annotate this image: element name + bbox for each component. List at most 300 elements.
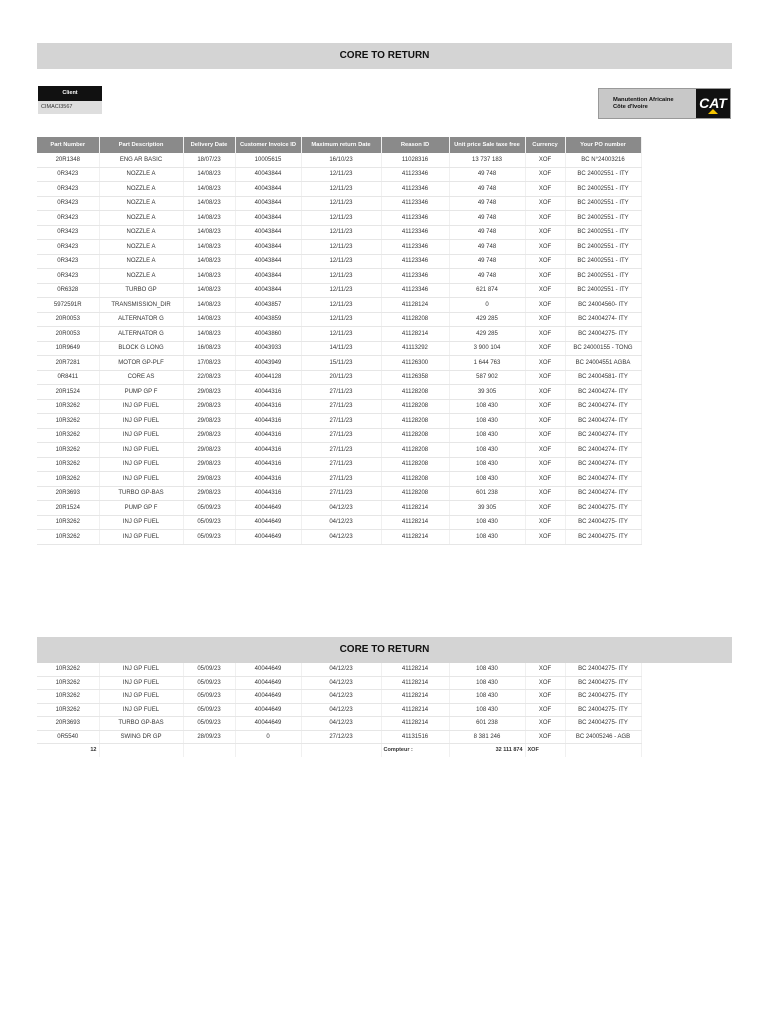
table-cell: 12/11/23 [301,327,381,342]
table-cell: 40044649 [235,501,301,516]
table-cell: 41126358 [381,370,449,385]
table-cell: INJ GP FUEL [99,663,183,676]
table-cell: 41128124 [381,298,449,313]
table-cell: BC 24004274- ITY [565,457,641,472]
table-cell: INJ GP FUEL [99,399,183,414]
table-cell: BC 24000155 - TONG [565,341,641,356]
table-cell: 0R3423 [37,225,99,240]
table-cell: 20R1524 [37,501,99,516]
table-cell: 41128214 [381,501,449,516]
table-cell: NOZZLE A [99,225,183,240]
table-cell: BC 24004275- ITY [565,676,641,690]
column-header: Customer Invoice ID [235,137,301,153]
table-cell: 04/12/23 [301,501,381,516]
table-cell: 40044316 [235,457,301,472]
table-cell: BC 24004275- ITY [565,530,641,545]
table-row [37,428,641,443]
table-row [37,703,641,717]
empty-cell [301,744,381,757]
table-cell: 04/12/23 [301,663,381,676]
table-cell: NOZZLE A [99,269,183,284]
table-cell: 49 748 [449,196,525,211]
table-row [37,690,641,704]
table-cell: 41128214 [381,703,449,717]
table-cell: INJ GP FUEL [99,515,183,530]
table-cell: 40043844 [235,254,301,269]
table-cell: 12/11/23 [301,240,381,255]
table-cell: XOF [525,530,565,545]
table-row [37,211,641,226]
table-row [37,370,641,385]
table-cell: BC 24002551 - ITY [565,283,641,298]
table-cell: 04/12/23 [301,530,381,545]
table-cell: BC 24004275- ITY [565,327,641,342]
table-cell: 39 305 [449,385,525,400]
table-row [37,240,641,255]
table-cell: 10R9649 [37,341,99,356]
table-cell: PUMP GP F [99,501,183,516]
table-cell: 14/08/23 [183,327,235,342]
table-cell: 14/08/23 [183,225,235,240]
table-cell: 04/12/23 [301,515,381,530]
table-cell: 10R3262 [37,428,99,443]
table-cell: 05/09/23 [183,530,235,545]
table-cell: 12/11/23 [301,211,381,226]
table-cell: 14/08/23 [183,240,235,255]
table-cell: XOF [525,472,565,487]
table-cell: 05/09/23 [183,663,235,676]
table-cell: 12/11/23 [301,182,381,197]
table-cell: 40044649 [235,717,301,731]
table-cell: 40043860 [235,327,301,342]
table-cell: 40044649 [235,515,301,530]
cat-triangle-icon [708,109,718,114]
table-cell: 27/12/23 [301,730,381,744]
table-cell: 40043844 [235,211,301,226]
table-cell: TURBO GP-BAS [99,486,183,501]
table-cell: XOF [525,730,565,744]
table-row [37,717,641,731]
table-cell: 14/08/23 [183,269,235,284]
logo-line-2: Côte d'Ivoire [613,104,648,110]
table-cell: XOF [525,663,565,676]
table-cell: XOF [525,399,565,414]
table-cell: BC 24004274- ITY [565,486,641,501]
table-cell: 40044316 [235,414,301,429]
table-cell: 41123346 [381,254,449,269]
table-cell: BC N°24003216 [565,153,641,167]
table-cell: 04/12/23 [301,717,381,731]
table-cell: INJ GP FUEL [99,676,183,690]
table-cell: 27/11/23 [301,457,381,472]
table-cell: 108 430 [449,428,525,443]
table-cell: 41128214 [381,690,449,704]
table-cell: 0R3423 [37,196,99,211]
table-cell: 27/11/23 [301,399,381,414]
table-cell: 41128208 [381,385,449,400]
table-row [37,341,641,356]
table-cell: 0R3423 [37,211,99,226]
table-cell: 27/11/23 [301,414,381,429]
table-cell: NOZZLE A [99,182,183,197]
table-cell: 40044316 [235,428,301,443]
table-row [37,298,641,313]
table-cell: 16/10/23 [301,153,381,167]
table-cell: 12/11/23 [301,167,381,182]
table-cell: XOF [525,298,565,313]
table-cell: 10R3262 [37,690,99,704]
table-row [37,663,641,676]
table-cell: 05/09/23 [183,676,235,690]
table-cell: 108 430 [449,457,525,472]
table-cell: BC 24002551 - ITY [565,182,641,197]
table-cell: PUMP GP F [99,385,183,400]
table-cell: 41123346 [381,196,449,211]
table-cell: 41128208 [381,414,449,429]
table-cell: 05/09/23 [183,717,235,731]
table-cell: 20R7281 [37,356,99,371]
client-value: CIMACI3567 [38,101,102,114]
table-cell: XOF [525,385,565,400]
column-header: Delivery Date [183,137,235,153]
table-cell: 28/09/23 [183,730,235,744]
table-cell: 40044649 [235,690,301,704]
table-cell: 5972591R [37,298,99,313]
table-cell: 40043844 [235,196,301,211]
table-cell: 27/11/23 [301,385,381,400]
table-cell: XOF [525,414,565,429]
table-cell: BC 24004274- ITY [565,385,641,400]
table-cell: 12/11/23 [301,225,381,240]
table-cell: 05/09/23 [183,501,235,516]
total-label: Compteur : [381,744,449,757]
table-cell: INJ GP FUEL [99,457,183,472]
table-cell: XOF [525,167,565,182]
table-cell: 49 748 [449,240,525,255]
table-cell: 04/12/23 [301,690,381,704]
table-cell: 29/08/23 [183,428,235,443]
table-cell: 601 238 [449,717,525,731]
table-cell: 29/08/23 [183,443,235,458]
table-cell: BC 24004274- ITY [565,472,641,487]
table-cell: XOF [525,457,565,472]
table-cell: INJ GP FUEL [99,443,183,458]
table-cell: 13 737 183 [449,153,525,167]
table-cell: 14/08/23 [183,196,235,211]
table-cell: 40044649 [235,530,301,545]
table-cell: 41126300 [381,356,449,371]
table-cell: 108 430 [449,399,525,414]
table-cell: 108 430 [449,472,525,487]
table-cell: BC 24004274- ITY [565,399,641,414]
table-cell: 41123346 [381,283,449,298]
logo-line-1: Manutention Africaine [613,97,674,103]
table-cell: 0 [449,298,525,313]
table-cell: XOF [525,486,565,501]
table-cell: XOF [525,703,565,717]
table-cell: 41128208 [381,486,449,501]
table-cell: 05/09/23 [183,703,235,717]
table-cell: ALTERNATOR G [99,327,183,342]
table-cell: NOZZLE A [99,196,183,211]
table-cell: 41128208 [381,472,449,487]
column-header: Currency [525,137,565,153]
table-cell: 27/11/23 [301,443,381,458]
table-cell: ENG AR BASIC [99,153,183,167]
table-cell: 41128214 [381,530,449,545]
table-cell: 49 748 [449,254,525,269]
table-cell: 10005615 [235,153,301,167]
column-header: Part Description [99,137,183,153]
table-cell: 39 305 [449,501,525,516]
table-row [37,515,641,530]
table-cell: 49 748 [449,182,525,197]
table-cell: 12/11/23 [301,283,381,298]
table-cell: 29/08/23 [183,414,235,429]
table-cell: 41128208 [381,312,449,327]
company-logo [598,88,731,119]
table-cell: XOF [525,341,565,356]
table-cell: 14/08/23 [183,312,235,327]
table-cell: BC 24002551 - ITY [565,240,641,255]
core-return-table-continued [37,663,642,757]
table-cell: 41128208 [381,428,449,443]
table-cell: 17/08/23 [183,356,235,371]
table-cell: INJ GP FUEL [99,428,183,443]
table-cell: 20R1348 [37,153,99,167]
table-cell: 0R3423 [37,254,99,269]
table-cell: BC 24004275- ITY [565,717,641,731]
table-cell: 10R3262 [37,676,99,690]
table-cell: XOF [525,327,565,342]
table-cell: BC 24002551 - ITY [565,196,641,211]
table-cell: 3 900 104 [449,341,525,356]
table-cell: 18/07/23 [183,153,235,167]
table-cell: 0R5540 [37,730,99,744]
table-cell: 108 430 [449,414,525,429]
table-cell: 621 874 [449,283,525,298]
table-cell: 108 430 [449,703,525,717]
table-cell: 41123346 [381,167,449,182]
table-cell: 429 285 [449,327,525,342]
table-cell: 0R8411 [37,370,99,385]
table-cell: INJ GP FUEL [99,472,183,487]
table-body [37,153,641,544]
table-row [37,196,641,211]
table-cell: XOF [525,211,565,226]
client-box [38,86,102,114]
table-cell: XOF [525,515,565,530]
total-amount: 32 111 874 [449,744,525,757]
table-row [37,167,641,182]
table-cell: XOF [525,240,565,255]
table-cell: INJ GP FUEL [99,703,183,717]
table-cell: 41123346 [381,182,449,197]
table-cell: 41128208 [381,457,449,472]
table-cell: XOF [525,370,565,385]
table-cell: 108 430 [449,443,525,458]
table-cell: XOF [525,501,565,516]
table-cell: BC 24004275- ITY [565,663,641,676]
table-row [37,385,641,400]
table-cell: 29/08/23 [183,399,235,414]
column-header: Reason ID [381,137,449,153]
table-row [37,730,641,744]
table-cell: 27/11/23 [301,486,381,501]
table-cell: 20R1524 [37,385,99,400]
table-cell: INJ GP FUEL [99,414,183,429]
table-cell: BC 24002551 - ITY [565,269,641,284]
empty-cell [183,744,235,757]
page-title-repeat: CORE TO RETURN [37,637,732,663]
table-cell: 12/11/23 [301,312,381,327]
table-cell: 40043844 [235,283,301,298]
table-cell: 601 238 [449,486,525,501]
table-cell: 41128214 [381,515,449,530]
table-cell: 27/11/23 [301,472,381,487]
table-cell: NOZZLE A [99,167,183,182]
table-cell: NOZZLE A [99,240,183,255]
table-cell: BC 24004560- ITY [565,298,641,313]
table-cell: 0R6328 [37,283,99,298]
table-cell: 40044316 [235,472,301,487]
table-cell: 40043844 [235,240,301,255]
table-cell: NOZZLE A [99,254,183,269]
empty-cell [99,744,183,757]
table-row [37,283,641,298]
table-cell: 0R3423 [37,182,99,197]
table-body [37,663,641,744]
table-cell: 11028316 [381,153,449,167]
table-cell: 41128214 [381,327,449,342]
table-cell: 108 430 [449,663,525,676]
table-row [37,501,641,516]
table-cell: XOF [525,690,565,704]
table-cell: 1 644 763 [449,356,525,371]
table-cell: 05/09/23 [183,690,235,704]
table-cell: BC 24004274- ITY [565,312,641,327]
table-cell: 8 381 246 [449,730,525,744]
total-currency: XOF [525,744,565,757]
table-cell: 12/11/23 [301,196,381,211]
table-cell: 108 430 [449,676,525,690]
table-cell: 10R3262 [37,515,99,530]
table-cell: XOF [525,254,565,269]
table-row [37,414,641,429]
table-row [37,269,641,284]
table-cell: 49 748 [449,167,525,182]
table-cell: XOF [525,182,565,197]
table-cell: BC 24004275- ITY [565,501,641,516]
table-cell: XOF [525,312,565,327]
table-cell: 29/08/23 [183,457,235,472]
table-cell: 04/12/23 [301,703,381,717]
table-cell: SWING DR GP [99,730,183,744]
table-cell: INJ GP FUEL [99,690,183,704]
table-row [37,399,641,414]
table-cell: 10R3262 [37,399,99,414]
table-cell: 429 285 [449,312,525,327]
table-cell: 14/08/23 [183,298,235,313]
empty-cell [565,744,641,757]
table-row [37,676,641,690]
table-cell: 15/11/23 [301,356,381,371]
table-header-row [37,137,641,153]
table-cell: INJ GP FUEL [99,530,183,545]
table-cell: BC 24004274- ITY [565,414,641,429]
table-cell: CORE AS [99,370,183,385]
table-cell: 40044128 [235,370,301,385]
table-cell: MOTOR GP-PLF [99,356,183,371]
table-cell: XOF [525,283,565,298]
table-cell: 40044649 [235,703,301,717]
table-cell: XOF [525,717,565,731]
table-cell: 0R3423 [37,269,99,284]
table-cell: 41128214 [381,676,449,690]
core-return-table [37,137,642,545]
table-cell: BC 24002551 - ITY [565,225,641,240]
table-cell: 108 430 [449,690,525,704]
table-cell: 16/08/23 [183,341,235,356]
table-row [37,312,641,327]
table-cell: 41123346 [381,269,449,284]
table-cell: 0R3423 [37,167,99,182]
table-cell: 40044316 [235,399,301,414]
table-cell: 108 430 [449,530,525,545]
table-cell: XOF [525,153,565,167]
table-cell: BC 24002551 - ITY [565,211,641,226]
table-cell: 49 748 [449,225,525,240]
table-cell: XOF [525,225,565,240]
table-cell: 40044316 [235,443,301,458]
table-row [37,327,641,342]
table-cell: 41113292 [381,341,449,356]
cat-logo-icon [696,89,730,118]
table-cell: BC 24004581- ITY [565,370,641,385]
table-cell: 12/11/23 [301,298,381,313]
table-row [37,530,641,545]
table-cell: 41128208 [381,399,449,414]
table-row [37,356,641,371]
table-cell: 40043844 [235,225,301,240]
table-cell: BC 24005246 - AGB [565,730,641,744]
table-cell: 29/08/23 [183,472,235,487]
table-cell: 41123346 [381,240,449,255]
table-cell: 41131516 [381,730,449,744]
table-cell: 40043857 [235,298,301,313]
table-row [37,254,641,269]
table-row [37,457,641,472]
totals-row [37,744,641,757]
table-cell: 0R3423 [37,240,99,255]
table-cell: 40044316 [235,486,301,501]
table-cell: 20R3693 [37,717,99,731]
table-cell: BC 24002551 - ITY [565,167,641,182]
table-cell: 14/08/23 [183,283,235,298]
table-cell: 41128208 [381,443,449,458]
table-cell: BLOCK G LONG [99,341,183,356]
table-cell: 49 748 [449,211,525,226]
table-cell: 04/12/23 [301,676,381,690]
table-cell: TURBO GP-BAS [99,717,183,731]
table-cell: 40043844 [235,269,301,284]
table-cell: 0 [235,730,301,744]
table-cell: 587 902 [449,370,525,385]
table-cell: BC 24002551 - ITY [565,254,641,269]
table-cell: 108 430 [449,515,525,530]
table-cell: XOF [525,269,565,284]
table-cell: TURBO GP [99,283,183,298]
